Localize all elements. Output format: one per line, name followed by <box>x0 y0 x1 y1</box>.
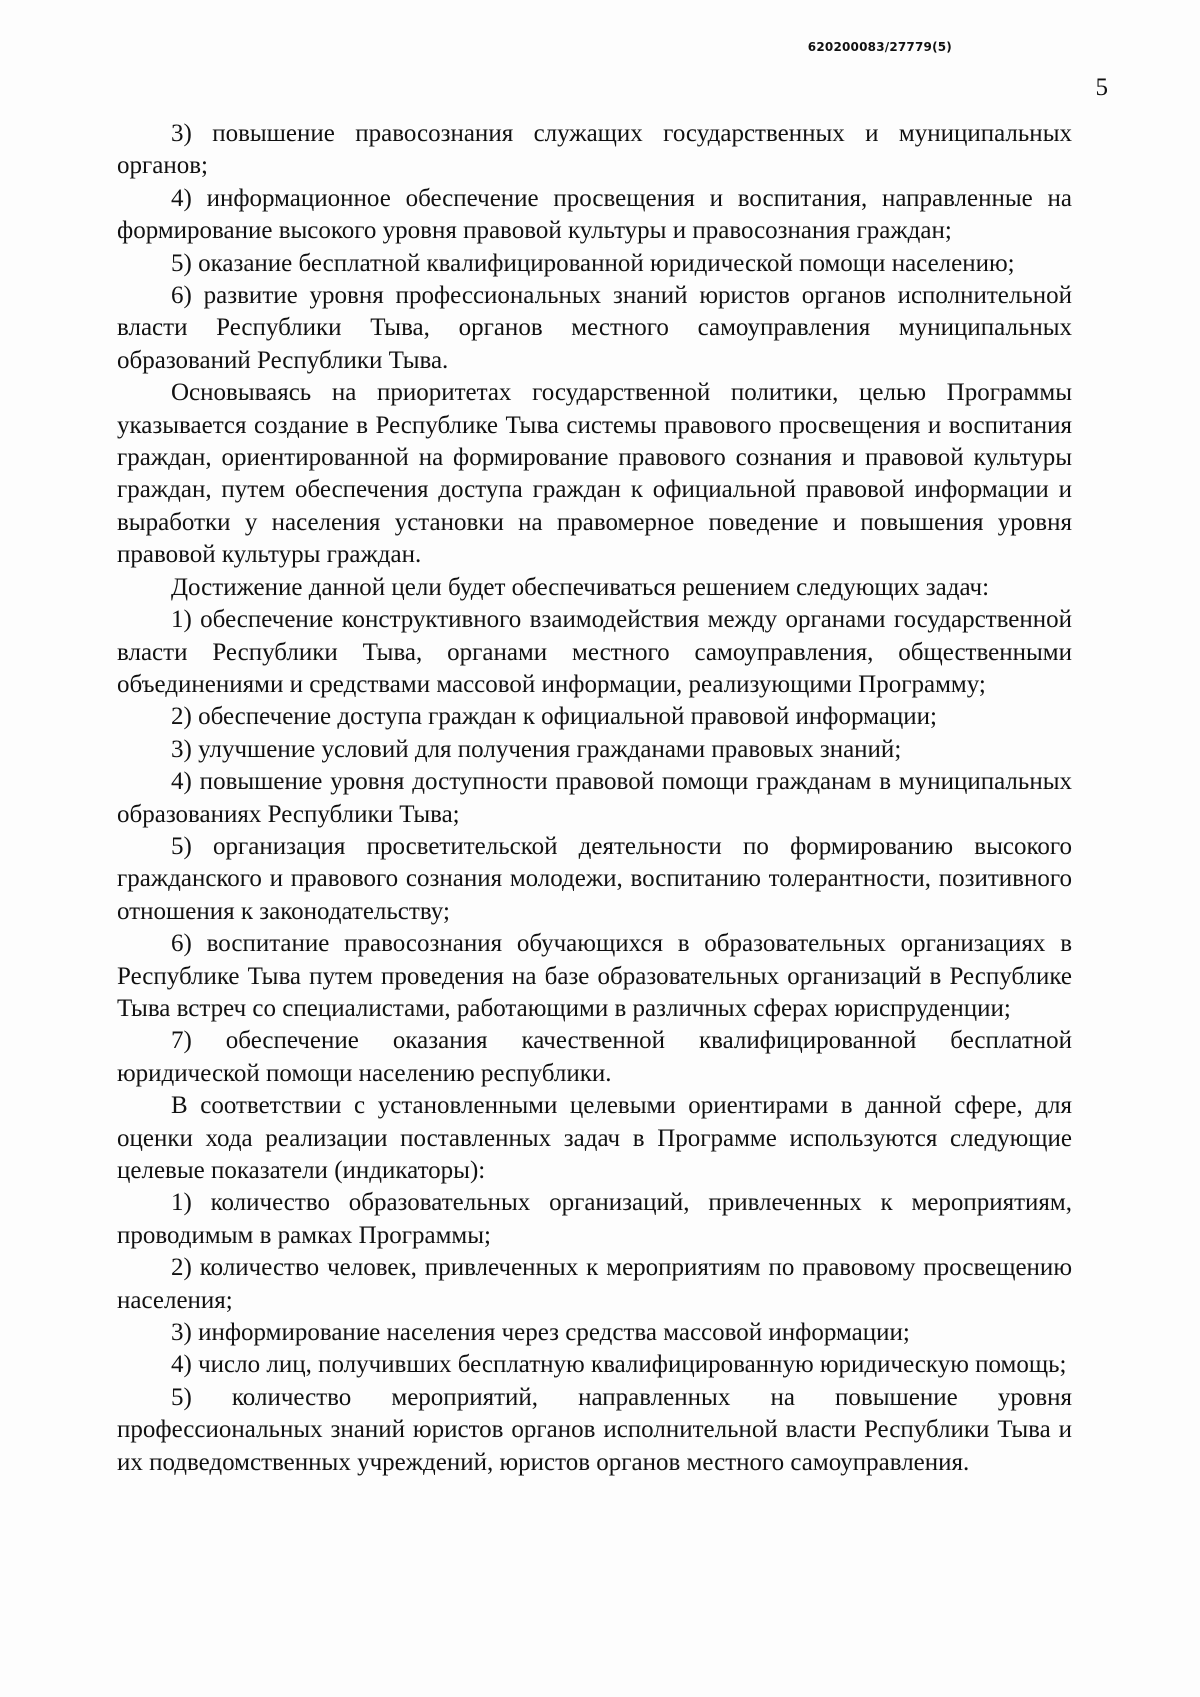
paragraph: 2) обеспечение доступа граждан к официальной правовой информации; <box>171 703 937 731</box>
paragraph: 5) оказание бесплатной квалифицированной юридической помощи населению; <box>171 249 1015 277</box>
paragraph: 4) информационное обеспечение просвещения и воспитания, направленные на формирование высокого уровня правовой культуры и правосознания граждан; <box>117 184 1072 245</box>
paragraph: 3) повышение правосознания служащих государственных и муниципальных органов; <box>117 120 1072 180</box>
paragraph: 4) повышение уровня доступности правовой помощи гражданам в муниципальных образованиях Республики Тыва; <box>117 768 1072 828</box>
paragraph: 5) количество мероприятий, направленных на повышение уровня профессиональных знаний юристов органов исполнительной власти Республики Тыва и их подведомственных учреждений, юристов органов местного самоуправления. <box>117 1383 1072 1476</box>
paragraph: 2) количество человек, привлеченных к мероприятиям по правовому просвещению населения; <box>117 1254 1072 1314</box>
paragraph: Достижение данной цели будет обеспечиваться решением следующих задач: <box>171 573 990 601</box>
paragraph: 6) воспитание правосознания обучающихся в образовательных организациях в Республике Тыва путем проведения на базе образовательных организаций в Республике Тыва встреч со специалистами, работающими в различных сферах юриспруденции; <box>117 930 1072 1022</box>
paragraph: 7) обеспечение оказания качественной квалифицированной бесплатной юридической помощи населению республики. <box>117 1027 1072 1087</box>
paragraph: 1) количество образовательных организаций, привлеченных к мероприятиям, проводимым в рамках Программы; <box>117 1189 1072 1249</box>
paragraph: Основываясь на приоритетах государственной политики, целью Программы указывается создание в Республике Тыва системы правового просвещения и воспитания граждан, ориентированной на формирование правового сознания и правовой культуры граждан, путем обеспечения доступа граждан к официальной правовой информации и выработки у населения установки на правомерное поведение и повышения уровня правовой культуры граждан. <box>117 379 1072 569</box>
page-number: 5 <box>1095 74 1108 101</box>
document-body <box>117 118 1072 1479</box>
document-code: 620200083/27779(5) <box>807 40 952 54</box>
paragraph: 5) организация просветительской деятельности по формированию высокого гражданского и правового сознания молодежи, воспитанию толерантности, позитивного отношения к законодательству; <box>117 832 1072 925</box>
paragraph: 1) обеспечение конструктивного взаимодействия между органами государственной власти Республики Тыва, органами местного самоуправления, общественными объединениями и средствами массовой информации, реализующими Программу; <box>117 606 1072 698</box>
paragraph: 3) улучшение условий для получения гражданами правовых знаний; <box>171 735 902 763</box>
paragraph: В соответствии с установленными целевыми ориентирами в данной сфере, для оценки хода реализации поставленных задач в Программе используются следующие целевые показатели (индикаторы): <box>117 1092 1072 1184</box>
paragraph: 3) информирование населения через средства массовой информации; <box>171 1319 910 1347</box>
paragraph: 6) развитие уровня профессиональных знаний юристов органов исполнительной власти Республики Тыва, органов местного самоуправления муниципальных образований Республики Тыва. <box>117 282 1072 374</box>
paragraph: 4) число лиц, получивших бесплатную квалифицированную юридическую помощь; <box>171 1351 1067 1379</box>
